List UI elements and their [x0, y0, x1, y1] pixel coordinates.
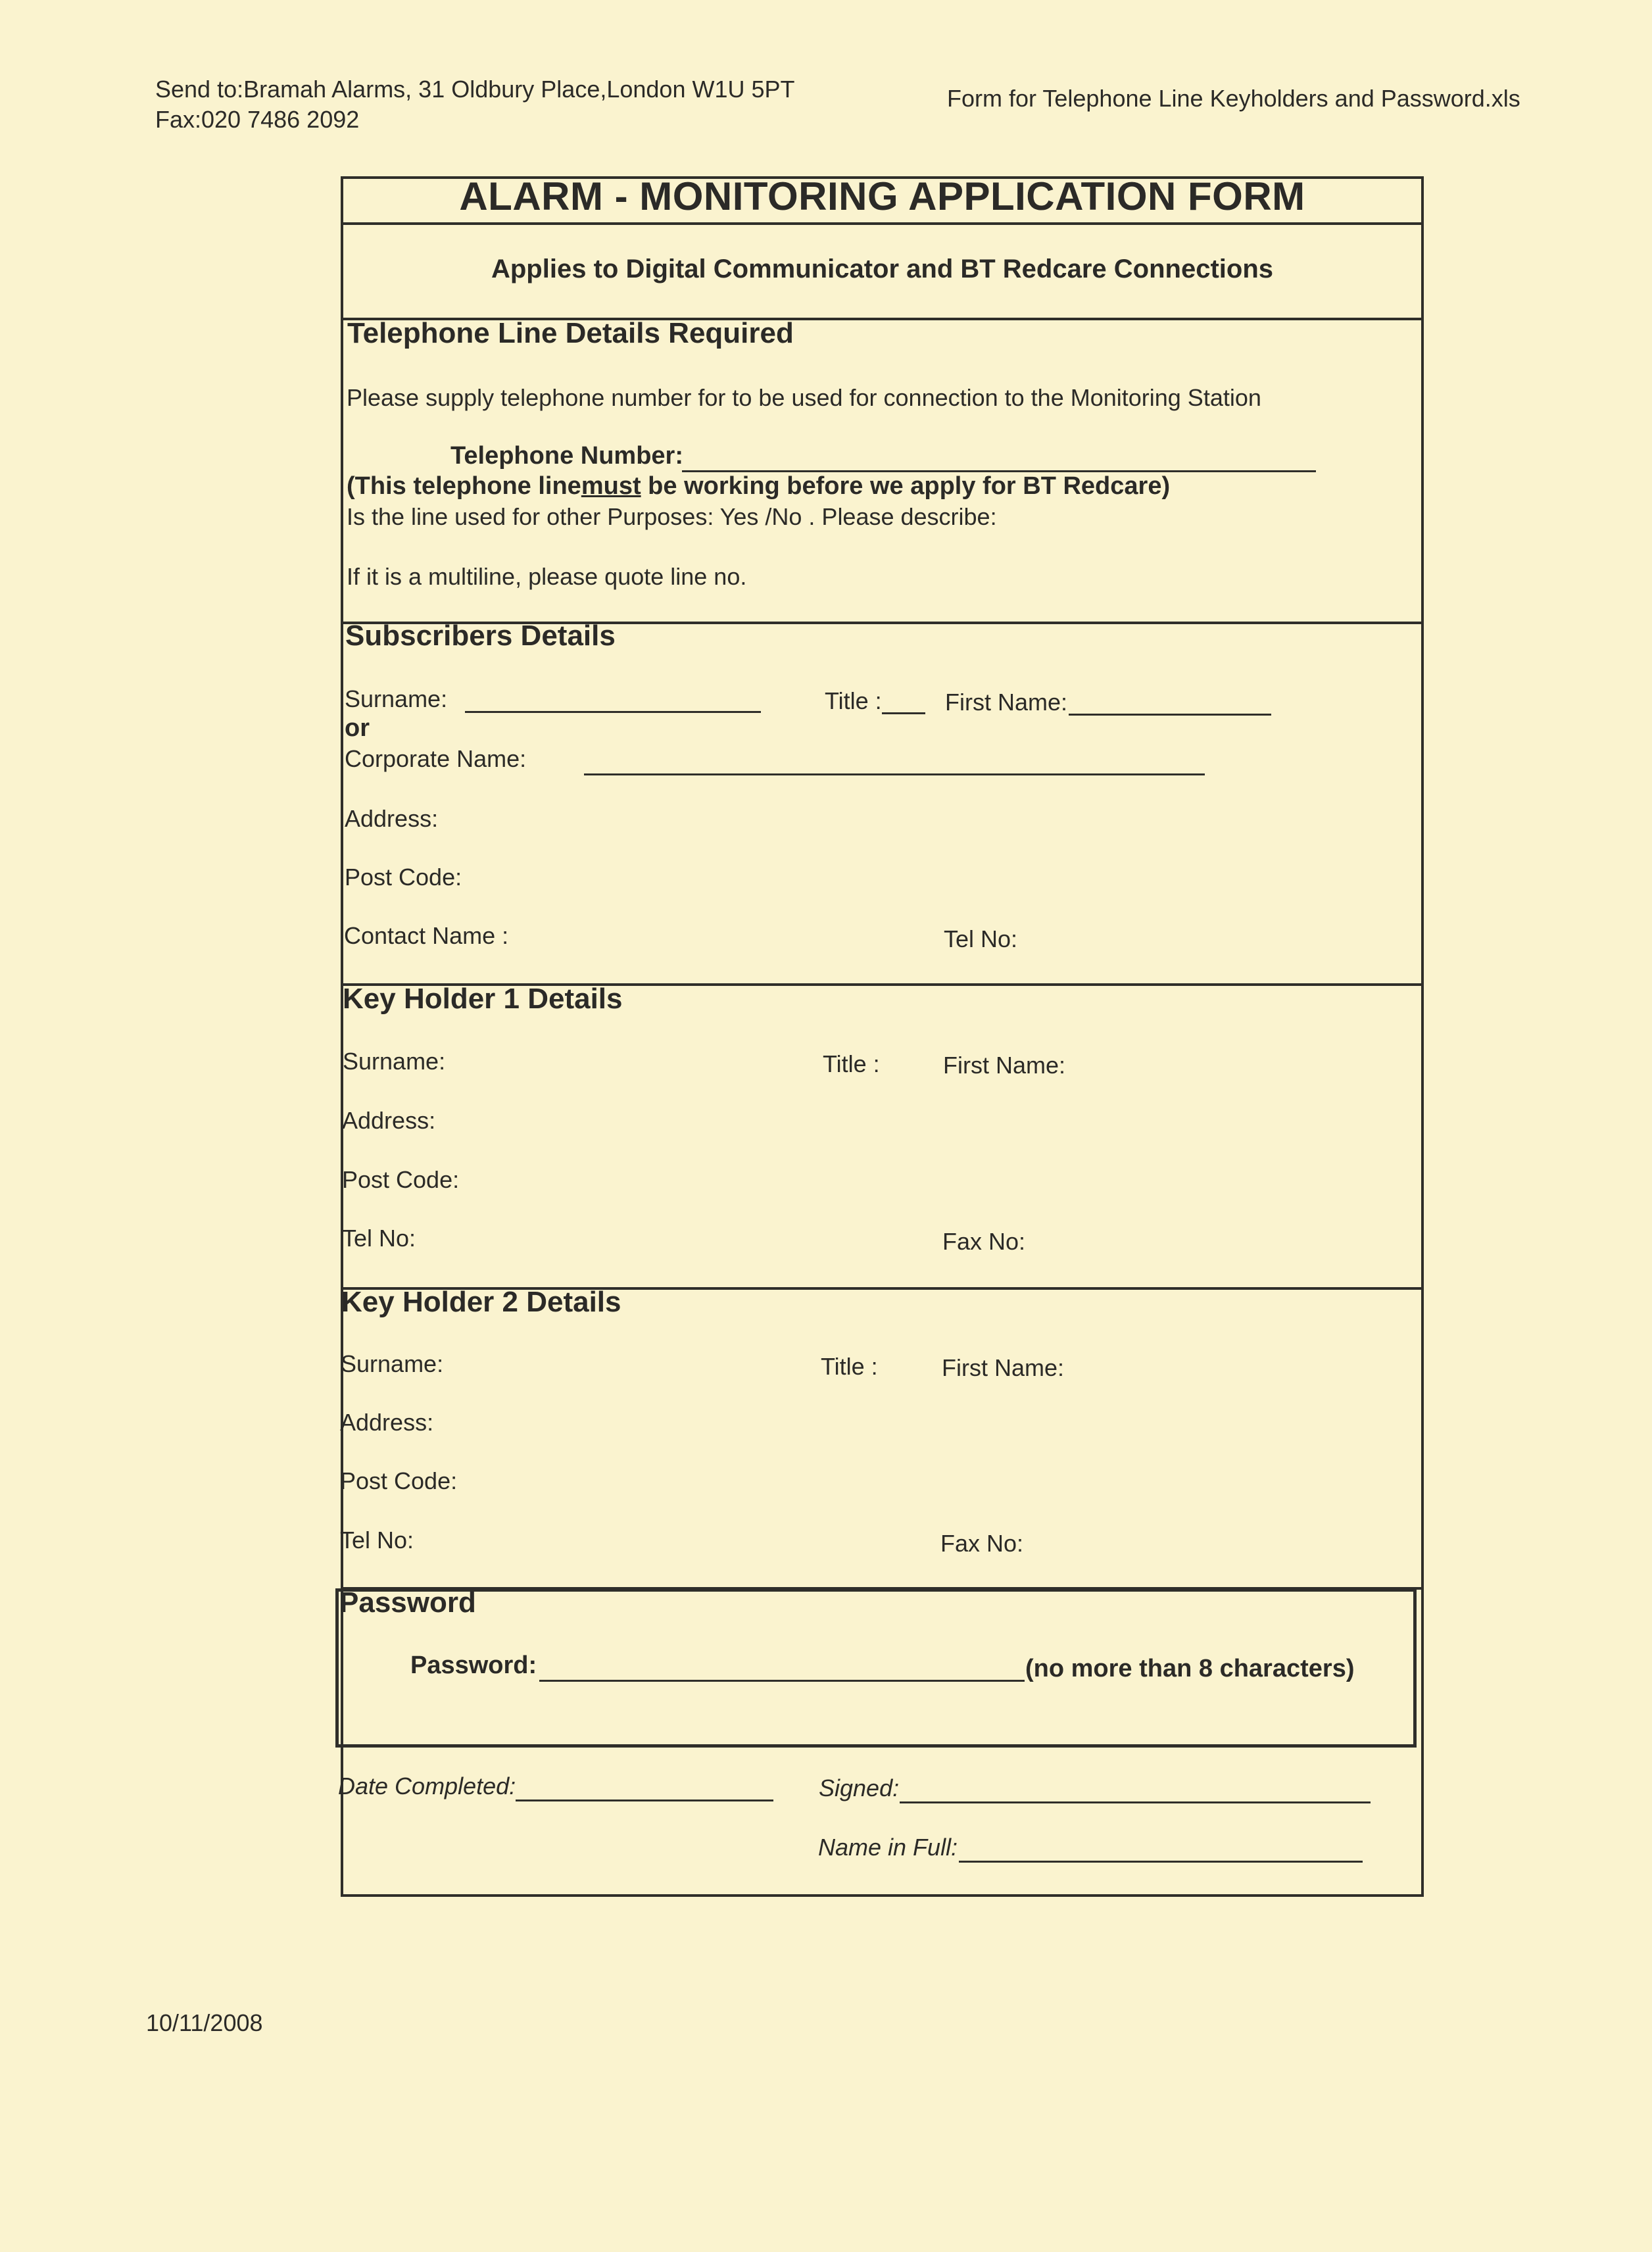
telephone-note-pre: (This telephone line: [347, 472, 581, 500]
name-in-full-label: Name in Full:: [818, 1834, 958, 1861]
keyholder2-tel-label: Tel No:: [340, 1527, 414, 1554]
subscriber-first-name-field[interactable]: [1069, 714, 1271, 716]
keyholder2-surname-label: Surname:: [341, 1350, 444, 1377]
contact-name-label: Contact Name :: [344, 922, 509, 949]
subscriber-or-label: or: [345, 714, 370, 742]
telephone-number-label: Telephone Number:: [450, 442, 683, 470]
keyholder1-address-label: Address:: [342, 1107, 436, 1134]
password-label: Password:: [410, 1652, 537, 1679]
subscriber-title-label: Title :: [825, 687, 882, 714]
send-to-address: Send to:Bramah Alarms, 31 Oldbury Place,London W1U 5PT: [155, 76, 795, 103]
telephone-note: [347, 472, 1170, 501]
subscriber-first-name-label: First Name:: [945, 689, 1068, 716]
telephone-note-post: be working before we apply for BT Redcare): [641, 472, 1171, 500]
keyholder1-post-code-label: Post Code:: [342, 1166, 460, 1193]
divider-title: [341, 222, 1424, 225]
form-title: ALARM - MONITORING APPLICATION FORM: [459, 174, 1305, 218]
password-note: (no more than 8 characters): [1025, 1655, 1355, 1682]
footer-date: 10/11/2008: [146, 2009, 263, 2036]
subscriber-surname-field[interactable]: [465, 711, 761, 713]
keyholder1-first-name-label: First Name:: [943, 1052, 1066, 1079]
corporate-name-label: Corporate Name:: [345, 745, 527, 772]
file-name: Form for Telephone Line Keyholders and Password.xls: [947, 85, 1520, 112]
password-heading: Password: [339, 1586, 476, 1619]
date-completed-label: Date Completed:: [338, 1773, 516, 1799]
subscriber-address-label: Address:: [345, 805, 439, 832]
subscriber-heading: Subscribers Details: [345, 620, 616, 652]
corporate-name-field[interactable]: [584, 773, 1205, 775]
telephone-instruction: Please supply telephone number for to be used for connection to the Monitoring Station: [347, 384, 1261, 411]
keyholder2-title-label: Title :: [821, 1353, 878, 1380]
subscriber-tel-label: Tel No:: [944, 925, 1018, 952]
keyholder2-post-code-label: Post Code:: [340, 1467, 458, 1494]
name-in-full-field[interactable]: [959, 1861, 1363, 1863]
subscriber-surname-label: Surname:: [345, 685, 448, 712]
form-subtitle: Applies to Digital Communicator and BT Redcare Connections: [491, 255, 1274, 283]
signed-field[interactable]: [900, 1801, 1371, 1803]
multiline-question: If it is a multiline, please quote line no.: [347, 563, 747, 590]
keyholder2-address-label: Address:: [340, 1409, 434, 1436]
keyholder2-fax-label: Fax No:: [940, 1530, 1024, 1557]
other-purposes-question: Is the line used for other Purposes: Yes /No . Please describe:: [347, 503, 997, 530]
signed-label: Signed:: [819, 1775, 900, 1801]
telephone-note-emphasis: must: [581, 472, 641, 500]
keyholder1-heading: Key Holder 1 Details: [343, 983, 623, 1015]
keyholder1-fax-label: Fax No:: [942, 1228, 1026, 1255]
date-completed-field[interactable]: [516, 1799, 773, 1801]
fax-number: Fax:020 7486 2092: [155, 106, 360, 133]
telephone-heading: Telephone Line Details Required: [347, 317, 794, 349]
keyholder2-heading: Key Holder 2 Details: [341, 1286, 621, 1318]
subscriber-title-field[interactable]: [882, 712, 925, 714]
keyholder2-first-name-label: First Name:: [942, 1354, 1065, 1381]
keyholder1-tel-label: Tel No:: [342, 1225, 416, 1252]
subscriber-post-code-label: Post Code:: [345, 864, 462, 891]
keyholder1-surname-label: Surname:: [343, 1048, 446, 1075]
keyholder1-title-label: Title :: [823, 1050, 880, 1077]
password-field[interactable]: [539, 1680, 1025, 1682]
